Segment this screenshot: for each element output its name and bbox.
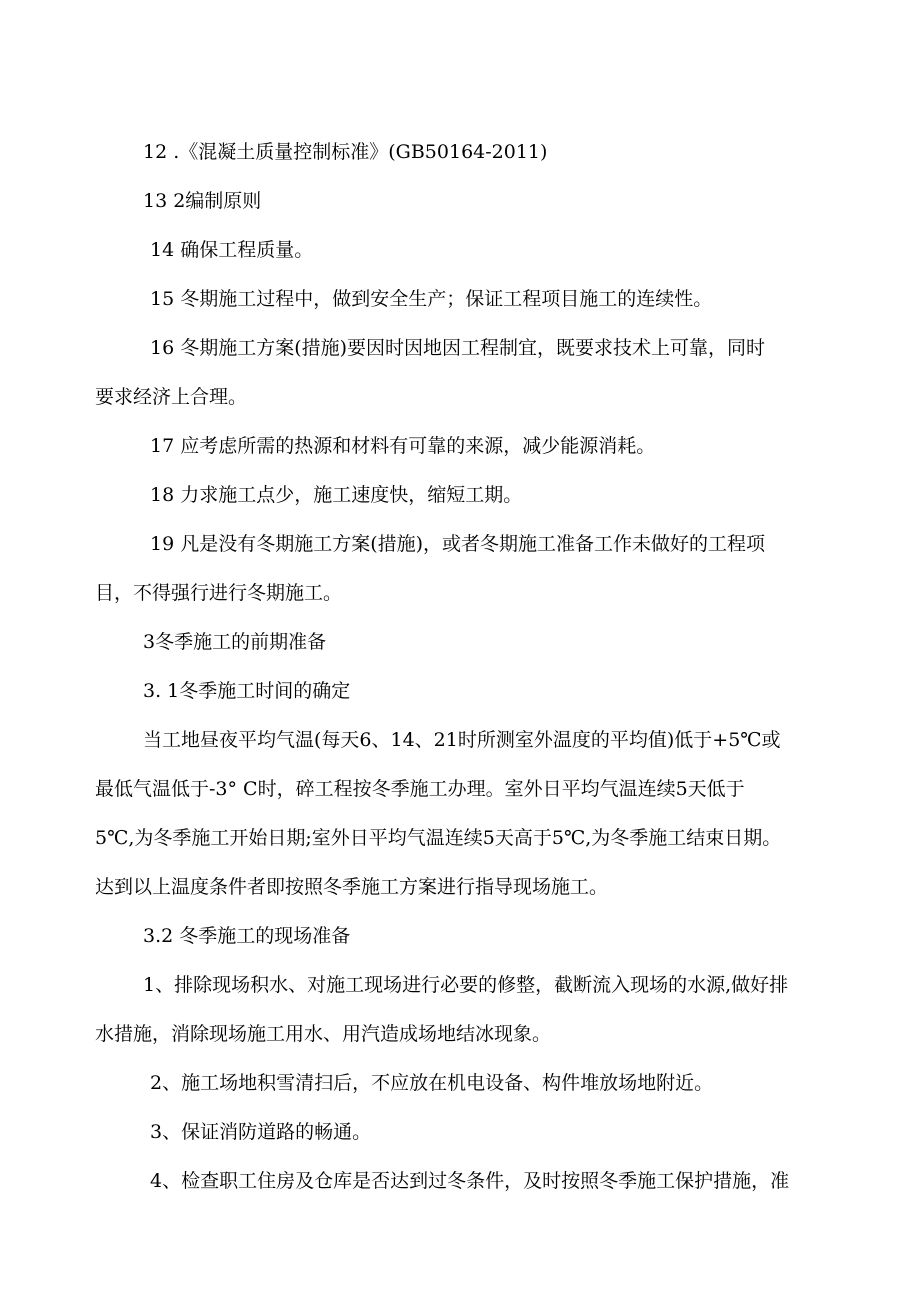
site-prep-item-4: 4、检查职工住房及仓库是否达到过冬条件，及时按照冬季施工保护措施，准 [150, 1170, 790, 1192]
principle-item-19-line1: 19 凡是没有冬期施工方案(措施)，或者冬期施工准备工作未做好的工程项 [150, 533, 766, 555]
reference-item-12: 12 .《混凝土质量控制标准》(GB50164-2011) [143, 141, 548, 163]
principle-item-14: 14 确保工程质量。 [150, 239, 314, 261]
principle-item-17: 17 应考虑所需的热源和材料有可靠的来源，减少能源消耗。 [150, 435, 656, 457]
principle-item-18: 18 力求施工点少，施工速度快，缩短工期。 [150, 484, 523, 506]
site-prep-item-3: 3、保证消防道路的畅通。 [150, 1121, 372, 1143]
section-heading-preparation: 3冬季施工的前期准备 [143, 631, 327, 653]
subsection-heading-timing: 3. 1冬季施工时间的确定 [143, 680, 351, 702]
timing-paragraph-line3: 5℃,为冬季施工开始日期;室外日平均气温连续5天高于5℃,为冬季施工结束日期。 [95, 827, 782, 849]
section-heading-principles: 13 2编制原则 [143, 190, 262, 212]
site-prep-item-1-line2: 水措施，消除现场施工用水、用汽造成场地结冰现象。 [95, 1023, 552, 1045]
principle-item-16-line1: 16 冬期施工方案(措施)要因时因地因工程制宜，既要求技术上可靠，同时 [150, 337, 766, 359]
principle-item-16-line2: 要求经济上合理。 [95, 386, 248, 408]
subsection-heading-site-prep: 3.2 冬季施工的现场准备 [143, 925, 351, 947]
site-prep-item-2: 2、施工场地积雪清扫后，不应放在机电设备、构件堆放场地附近。 [150, 1072, 714, 1094]
timing-paragraph-line2: 最低气温低于-3° C时，碎工程按冬季施工办理。室外日平均气温连续5天低于 [95, 778, 745, 800]
timing-paragraph-line4: 达到以上温度条件者即按照冬季施工方案进行指导现场施工。 [95, 876, 609, 898]
principle-item-15: 15 冬期施工过程中，做到安全生产；保证工程项目施工的连续性。 [150, 288, 713, 310]
timing-paragraph-line1: 当工地昼夜平均气温(每天6、14、21时所测室外温度的平均值)低于+5℃或 [143, 729, 781, 751]
site-prep-item-1-line1: 1、排除现场积水、对施工现场进行必要的修整，截断流入现场的水源,做好排 [143, 974, 789, 996]
principle-item-19-line2: 目，不得强行进行冬期施工。 [95, 582, 343, 604]
